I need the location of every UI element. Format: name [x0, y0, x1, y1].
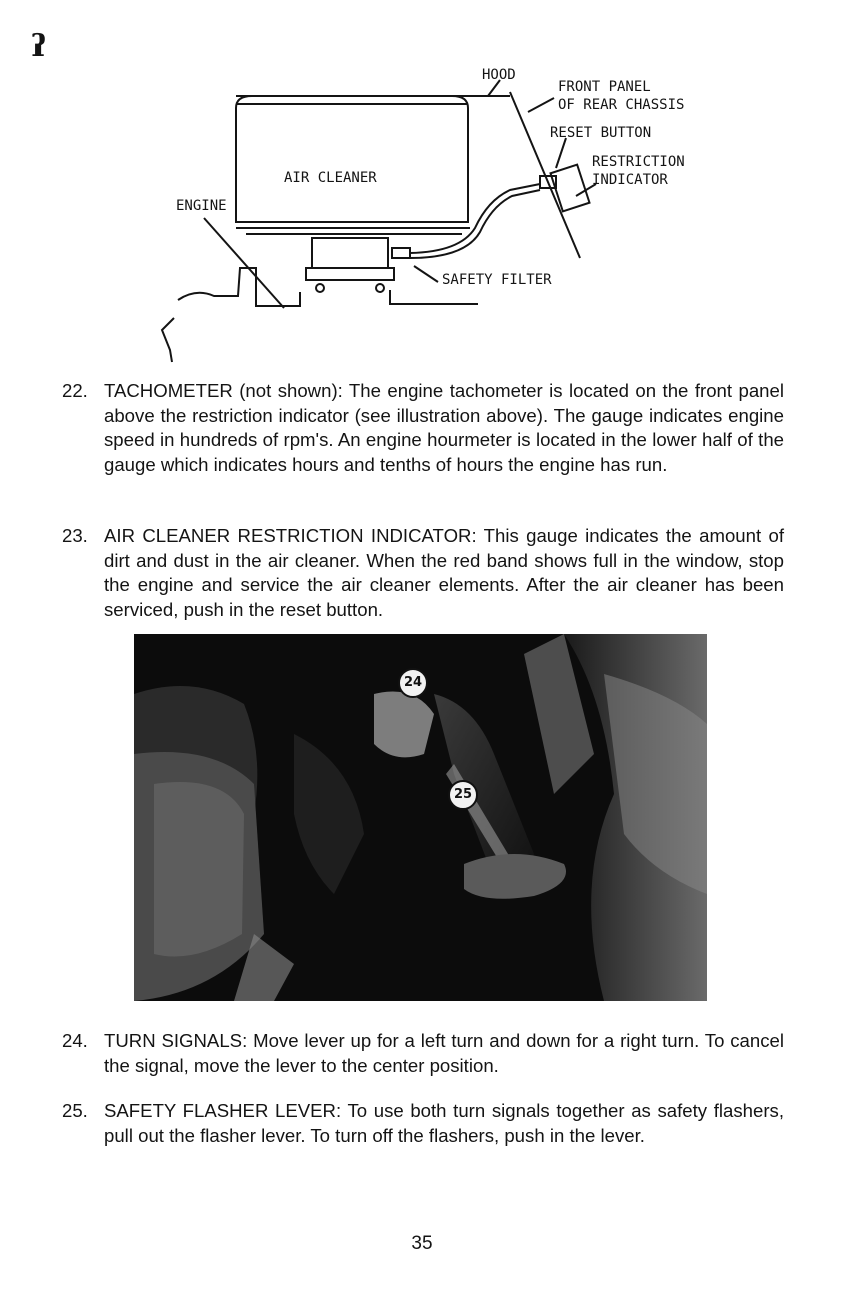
item-text: TACHOMETER (not shown): The engine tachometer is located on the front panel above the restriction indicator (see illustration above). The gauge indicates engine speed in hundreds of rpm's. An engine hourmeter is located in the lower half of the gauge which indicates hours and tenths of hours the engine has run. — [104, 380, 784, 475]
callout-24: 24 — [398, 668, 428, 698]
item-text: TURN SIGNALS: Move lever up for a left turn and down for a right turn. To cancel the signal, move the lever to the center position. — [104, 1030, 784, 1076]
item-text: SAFETY FLASHER LEVER: To use both turn signals together as safety flashers, pull out the flasher lever. To turn off the flashers, push in the lever. — [104, 1100, 784, 1146]
reset-button-label: RESET BUTTON — [550, 125, 652, 141]
front-panel-label-1: FRONT PANEL — [558, 79, 651, 95]
list-item-24 — [62, 1029, 784, 1078]
safety-filter-label: SAFETY FILTER — [442, 272, 552, 288]
front-panel-label-2: OF REAR CHASSIS — [558, 97, 685, 113]
turn-signal-photo — [134, 634, 707, 1001]
item-number: 23. — [62, 525, 88, 546]
restriction-label-2: INDICATOR — [592, 172, 668, 188]
callout-25: 25 — [448, 780, 478, 810]
item-number: 24. — [62, 1030, 88, 1051]
air-cleaner-label: AIR CLEANER — [284, 170, 377, 186]
item-number: 22. — [62, 380, 88, 401]
page-number: 35 — [411, 1233, 433, 1254]
list-item-22 — [62, 379, 784, 477]
restriction-label-1: RESTRICTION — [592, 154, 685, 170]
list-item-23 — [62, 524, 784, 622]
item-number: 25. — [62, 1100, 88, 1121]
corner-mark: ˀ — [30, 23, 47, 87]
item-text: AIR CLEANER RESTRICTION INDICATOR: This gauge indicates the amount of dirt and dust in the air cleaner. When the red band shows full in the window, stop the engine and service the air cleaner elements. After the air cleaner has been serviced, push in the reset button. — [104, 525, 784, 620]
hood-label: HOOD — [482, 67, 516, 83]
air-cleaner-diagram — [0, 0, 844, 370]
list-item-25 — [62, 1099, 784, 1148]
engine-label: ENGINE — [176, 198, 227, 214]
